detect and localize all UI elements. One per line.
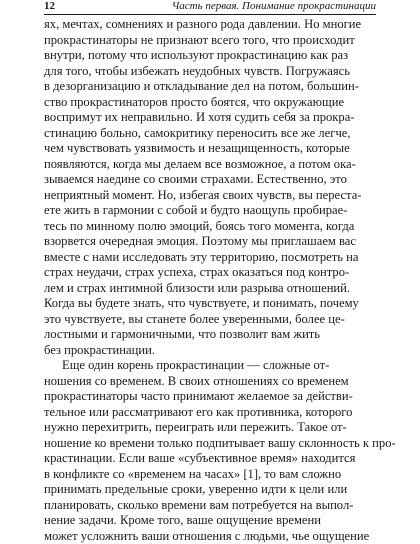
text-line: без прокрастинации. xyxy=(44,343,376,359)
text-line: для того, чтобы избежать неудобных чувств. Погружаясь xyxy=(44,64,376,80)
text-line: чем чувствовать уязвимость и незащищенность, которые xyxy=(44,141,376,157)
text-line: лостными и гармоничными, что позволит вам жить xyxy=(44,327,376,343)
text-line: планировать, сколько времени вам потребуется на выпол- xyxy=(44,498,376,514)
page-number: 12 xyxy=(44,0,55,12)
text-line: в конфликте со «временем на часах» [1], то вам сложно xyxy=(44,467,376,483)
text-line: ях, мечтах, сомнениях и разного рода давлении. Но многие xyxy=(44,17,376,33)
text-line: взорвется очередная эмоция. Поэтому мы приглашаем вас xyxy=(44,234,376,250)
text-line: нужно перехитрить, переиграть или пережить. Такое от- xyxy=(44,420,376,436)
text-line: принимать предельные сроки, уверенно идти к цели или xyxy=(44,482,376,498)
text-line: в дезорганизацию и откладывание дел на потом, большин- xyxy=(44,79,376,95)
text-line: зываемся наедине со своими страхами. Естественно, это xyxy=(44,172,376,188)
text-line: тельное или рассматривают его как противника, которого xyxy=(44,405,376,421)
text-line: прокрастинаторы не признают всего того, что происходит xyxy=(44,33,376,49)
running-head xyxy=(44,0,376,15)
text-line: внутри, потому что используют прокрастинацию как раз xyxy=(44,48,376,64)
text-line: тесь по минному полю эмоций, боясь того момента, когда xyxy=(44,219,376,235)
text-line: воспримут их неправильно. И хотя судить себя за прокра- xyxy=(44,110,376,126)
text-line: лем и страх интимной близости или разрыва отношений. xyxy=(44,281,376,297)
text-line: ношения со временем. В своих отношениях со временем xyxy=(44,374,376,390)
text-line: ношение ко времени только подпитывает вашу склонность к про- xyxy=(44,436,376,452)
text-line: появляются, когда мы делаем все возможное, а потом ока- xyxy=(44,157,376,173)
text-line: Когда вы будете знать, что чувствуете, и понимать, почему xyxy=(44,296,376,312)
text-line: нение задачи. Кроме того, ваше ощущение времени xyxy=(44,513,376,529)
text-line: это чувствуете, вы станете более уверенными, более це- xyxy=(44,312,376,328)
text-line: страх неудачи, страх успеха, страх оказаться под контро- xyxy=(44,265,376,281)
text-line: неприятный момент. Но, избегая своих чувств, вы переста- xyxy=(44,188,376,204)
text-line: прокрастинаторы часто принимают желаемое за действи- xyxy=(44,389,376,405)
text-line: может усложнить ваши отношения с людьми, чье ощущение xyxy=(44,529,376,544)
text-line: крастинации. Если ваше «субъективное время» находится xyxy=(44,451,376,467)
text-line: ство прокрастинаторов просто боятся, что окружающие xyxy=(44,95,376,111)
text-line: стинацию больно, самокритику переносить все же легче, xyxy=(44,126,376,142)
running-title: Часть первая. Понимание прокрастинации xyxy=(172,0,376,12)
text-line: вместе с нами исследовать эту территорию, посмотреть на xyxy=(44,250,376,266)
text-line: ете жить в гармонии с собой и будто наощупь пробирае- xyxy=(44,203,376,219)
paragraph-first-line: Еще один корень прокрастинации — сложные от- xyxy=(44,358,376,374)
body-text xyxy=(44,17,376,544)
